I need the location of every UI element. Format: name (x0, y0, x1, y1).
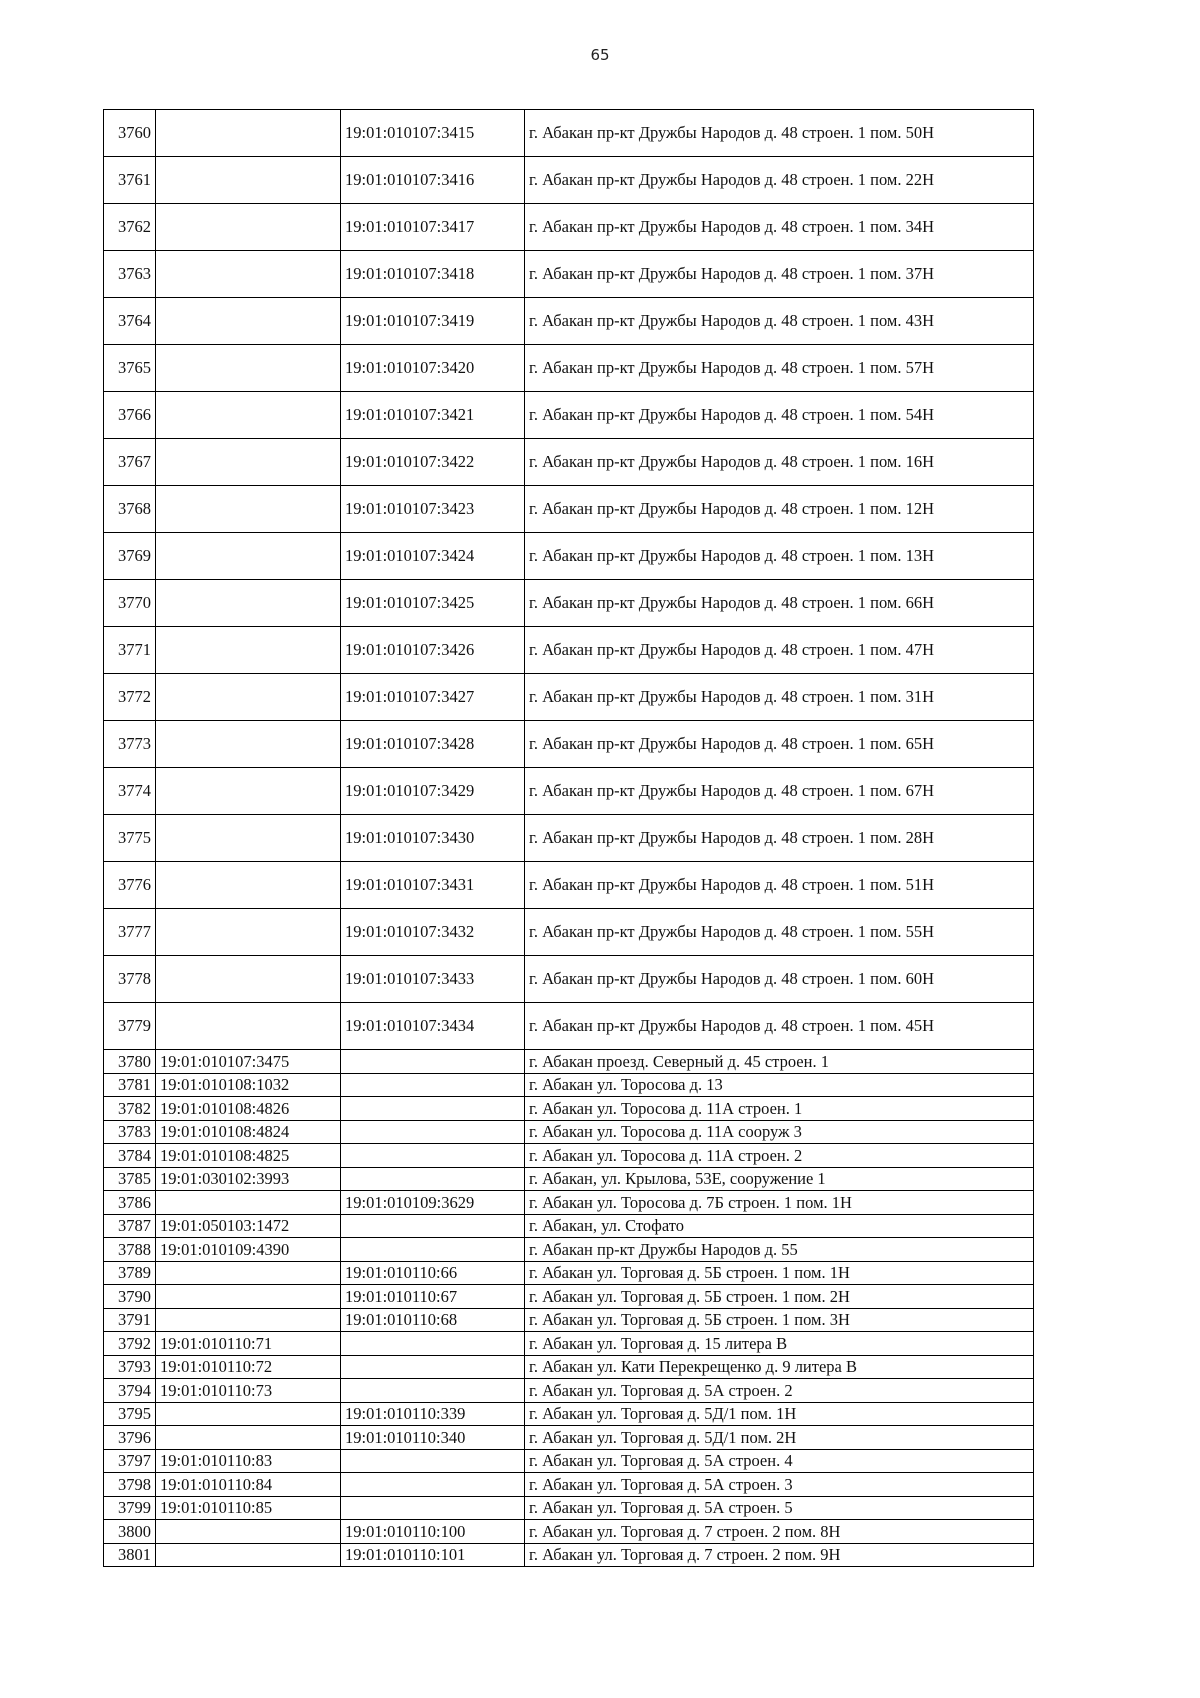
address-cell: г. Абакан пр-кт Дружбы Народов д. 48 строен. 1 пом. 22Н (525, 157, 1034, 204)
premises-cadastral-number-cell: 19:01:010110:101 (341, 1543, 525, 1567)
row-number-cell: 3761 (104, 157, 156, 204)
premises-cadastral-number-cell: 19:01:010110:339 (341, 1402, 525, 1426)
table-row (104, 909, 1034, 956)
address-cell: г. Абакан пр-кт Дружбы Народов д. 48 строен. 1 пом. 45Н (525, 1003, 1034, 1050)
page-number: 65 (590, 46, 610, 64)
cadastral-number-cell (156, 627, 341, 674)
address-cell: г. Абакан ул. Торговая д. 5Б строен. 1 пом. 2Н (525, 1285, 1034, 1309)
premises-cadastral-number-cell (341, 1050, 525, 1074)
cadastral-number-cell (156, 580, 341, 627)
row-number-cell: 3770 (104, 580, 156, 627)
address-cell: г. Абакан пр-кт Дружбы Народов д. 48 строен. 1 пом. 60Н (525, 956, 1034, 1003)
premises-cadastral-number-cell (341, 1449, 525, 1473)
row-number-cell: 3775 (104, 815, 156, 862)
row-number-cell: 3771 (104, 627, 156, 674)
table-row (104, 1426, 1034, 1450)
cadastral-number-cell (156, 157, 341, 204)
cadastral-number-cell: 19:01:010110:72 (156, 1355, 341, 1379)
address-cell: г. Абакан пр-кт Дружбы Народов д. 48 строен. 1 пом. 65Н (525, 721, 1034, 768)
table-row (104, 1050, 1034, 1074)
table-row (104, 1355, 1034, 1379)
premises-cadastral-number-cell (341, 1144, 525, 1168)
address-cell: г. Абакан ул. Торосова д. 7Б строен. 1 пом. 1Н (525, 1191, 1034, 1215)
address-cell: г. Абакан ул. Торговая д. 7 строен. 2 пом. 9Н (525, 1543, 1034, 1567)
table-row (104, 674, 1034, 721)
address-cell: г. Абакан пр-кт Дружбы Народов д. 48 строен. 1 пом. 28Н (525, 815, 1034, 862)
cadastral-number-cell: 19:01:010109:4390 (156, 1238, 341, 1262)
table-row (104, 439, 1034, 486)
cadastral-number-cell: 19:01:010108:4824 (156, 1120, 341, 1144)
table-row (104, 1379, 1034, 1403)
table-row (104, 345, 1034, 392)
cadastral-number-cell (156, 1402, 341, 1426)
table-row (104, 486, 1034, 533)
address-cell: г. Абакан пр-кт Дружбы Народов д. 48 строен. 1 пом. 37Н (525, 251, 1034, 298)
table-row (104, 627, 1034, 674)
address-cell: г. Абакан пр-кт Дружбы Народов д. 48 строен. 1 пом. 12Н (525, 486, 1034, 533)
table-row (104, 721, 1034, 768)
premises-cadastral-number-cell: 19:01:010107:3415 (341, 110, 525, 157)
cadastral-number-cell (156, 486, 341, 533)
premises-cadastral-number-cell: 19:01:010107:3427 (341, 674, 525, 721)
premises-cadastral-number-cell: 19:01:010107:3421 (341, 392, 525, 439)
table-row (104, 1473, 1034, 1497)
address-cell: г. Абакан ул. Торговая д. 5Д/1 пом. 1Н (525, 1402, 1034, 1426)
premises-cadastral-number-cell: 19:01:010107:3429 (341, 768, 525, 815)
cadastral-number-cell (156, 439, 341, 486)
row-number-cell: 3769 (104, 533, 156, 580)
cadastral-number-cell (156, 298, 341, 345)
cadastral-number-cell: 19:01:050103:1472 (156, 1214, 341, 1238)
premises-cadastral-number-cell (341, 1073, 525, 1097)
table-row (104, 1144, 1034, 1168)
table-row (104, 1120, 1034, 1144)
table-row (104, 862, 1034, 909)
cadastral-number-cell (156, 1261, 341, 1285)
cadastral-number-cell (156, 956, 341, 1003)
address-cell: г. Абакан ул. Торговая д. 5А строен. 2 (525, 1379, 1034, 1403)
address-cell: г. Абакан пр-кт Дружбы Народов д. 48 строен. 1 пом. 55Н (525, 909, 1034, 956)
address-cell: г. Абакан пр-кт Дружбы Народов д. 48 строен. 1 пом. 51Н (525, 862, 1034, 909)
address-cell: г. Абакан ул. Торосова д. 11А строен. 1 (525, 1097, 1034, 1121)
address-cell: г. Абакан ул. Торговая д. 5Б строен. 1 пом. 1Н (525, 1261, 1034, 1285)
table-row (104, 533, 1034, 580)
table-row (104, 1261, 1034, 1285)
address-cell: г. Абакан пр-кт Дружбы Народов д. 48 строен. 1 пом. 66Н (525, 580, 1034, 627)
premises-cadastral-number-cell: 19:01:010107:3432 (341, 909, 525, 956)
cadastral-number-cell (156, 1426, 341, 1450)
cadastral-number-cell (156, 909, 341, 956)
address-cell: г. Абакан ул. Кати Перекрещенко д. 9 литера В (525, 1355, 1034, 1379)
cadastral-number-cell (156, 204, 341, 251)
address-cell: г. Абакан, ул. Крылова, 53Е, сооружение 1 (525, 1167, 1034, 1191)
cadastral-number-cell (156, 533, 341, 580)
row-number-cell: 3784 (104, 1144, 156, 1168)
table-row (104, 1332, 1034, 1356)
premises-cadastral-number-cell (341, 1120, 525, 1144)
row-number-cell: 3798 (104, 1473, 156, 1497)
premises-cadastral-number-cell: 19:01:010107:3434 (341, 1003, 525, 1050)
cadastral-number-cell (156, 1191, 341, 1215)
address-cell: г. Абакан пр-кт Дружбы Народов д. 55 (525, 1238, 1034, 1262)
cadastral-number-cell: 19:01:010108:1032 (156, 1073, 341, 1097)
premises-cadastral-number-cell: 19:01:010110:340 (341, 1426, 525, 1450)
row-number-cell: 3782 (104, 1097, 156, 1121)
table-row (104, 392, 1034, 439)
table-row (104, 204, 1034, 251)
row-number-cell: 3795 (104, 1402, 156, 1426)
cadastral-number-cell (156, 1543, 341, 1567)
premises-cadastral-number-cell: 19:01:010110:66 (341, 1261, 525, 1285)
address-cell: г. Абакан пр-кт Дружбы Народов д. 48 строен. 1 пом. 47Н (525, 627, 1034, 674)
table-row (104, 1214, 1034, 1238)
row-number-cell: 3785 (104, 1167, 156, 1191)
premises-cadastral-number-cell (341, 1238, 525, 1262)
row-number-cell: 3783 (104, 1120, 156, 1144)
row-number-cell: 3760 (104, 110, 156, 157)
cadastral-number-cell (156, 1285, 341, 1309)
premises-cadastral-number-cell: 19:01:010107:3422 (341, 439, 525, 486)
table-row (104, 157, 1034, 204)
row-number-cell: 3796 (104, 1426, 156, 1450)
row-number-cell: 3792 (104, 1332, 156, 1356)
row-number-cell: 3772 (104, 674, 156, 721)
premises-cadastral-number-cell: 19:01:010107:3431 (341, 862, 525, 909)
premises-cadastral-number-cell (341, 1167, 525, 1191)
address-cell: г. Абакан ул. Торговая д. 5Б строен. 1 пом. 3Н (525, 1308, 1034, 1332)
table-row (104, 815, 1034, 862)
cadastral-number-cell (156, 721, 341, 768)
cadastral-number-cell (156, 110, 341, 157)
address-cell: г. Абакан ул. Торговая д. 15 литера В (525, 1332, 1034, 1356)
premises-cadastral-number-cell (341, 1214, 525, 1238)
row-number-cell: 3780 (104, 1050, 156, 1074)
row-number-cell: 3763 (104, 251, 156, 298)
address-cell: г. Абакан ул. Торговая д. 5А строен. 4 (525, 1449, 1034, 1473)
cadastral-number-cell (156, 392, 341, 439)
row-number-cell: 3786 (104, 1191, 156, 1215)
premises-cadastral-number-cell: 19:01:010107:3425 (341, 580, 525, 627)
registry-rows (104, 110, 1034, 1567)
row-number-cell: 3797 (104, 1449, 156, 1473)
premises-cadastral-number-cell (341, 1473, 525, 1497)
cadastral-number-cell: 19:01:010108:4826 (156, 1097, 341, 1121)
address-cell: г. Абакан пр-кт Дружбы Народов д. 48 строен. 1 пом. 54Н (525, 392, 1034, 439)
table-row (104, 1097, 1034, 1121)
cadastral-number-cell: 19:01:010110:85 (156, 1496, 341, 1520)
table-row (104, 768, 1034, 815)
address-cell: г. Абакан проезд. Северный д. 45 строен. 1 (525, 1050, 1034, 1074)
table-row (104, 956, 1034, 1003)
address-cell: г. Абакан, ул. Стофато (525, 1214, 1034, 1238)
premises-cadastral-number-cell: 19:01:010110:100 (341, 1520, 525, 1544)
premises-cadastral-number-cell: 19:01:010107:3433 (341, 956, 525, 1003)
premises-cadastral-number-cell: 19:01:010107:3426 (341, 627, 525, 674)
cadastral-number-cell (156, 815, 341, 862)
table-row (104, 251, 1034, 298)
address-cell: г. Абакан ул. Торговая д. 7 строен. 2 пом. 8Н (525, 1520, 1034, 1544)
address-cell: г. Абакан пр-кт Дружбы Народов д. 48 строен. 1 пом. 31Н (525, 674, 1034, 721)
cadastral-number-cell (156, 345, 341, 392)
table-row (104, 1543, 1034, 1567)
row-number-cell: 3801 (104, 1543, 156, 1567)
premises-cadastral-number-cell: 19:01:010107:3417 (341, 204, 525, 251)
table-row (104, 1496, 1034, 1520)
premises-cadastral-number-cell (341, 1355, 525, 1379)
table-row (104, 298, 1034, 345)
row-number-cell: 3788 (104, 1238, 156, 1262)
table-row (104, 110, 1034, 157)
premises-cadastral-number-cell (341, 1379, 525, 1403)
row-number-cell: 3765 (104, 345, 156, 392)
cadastral-number-cell: 19:01:010110:71 (156, 1332, 341, 1356)
table-row (104, 1003, 1034, 1050)
cadastral-number-cell (156, 251, 341, 298)
address-cell: г. Абакан ул. Торговая д. 5А строен. 5 (525, 1496, 1034, 1520)
row-number-cell: 3777 (104, 909, 156, 956)
premises-cadastral-number-cell: 19:01:010109:3629 (341, 1191, 525, 1215)
row-number-cell: 3787 (104, 1214, 156, 1238)
row-number-cell: 3800 (104, 1520, 156, 1544)
row-number-cell: 3791 (104, 1308, 156, 1332)
table-row (104, 1191, 1034, 1215)
premises-cadastral-number-cell (341, 1496, 525, 1520)
table-row (104, 1073, 1034, 1097)
premises-cadastral-number-cell: 19:01:010107:3430 (341, 815, 525, 862)
address-cell: г. Абакан пр-кт Дружбы Народов д. 48 строен. 1 пом. 13Н (525, 533, 1034, 580)
row-number-cell: 3764 (104, 298, 156, 345)
address-cell: г. Абакан пр-кт Дружбы Народов д. 48 строен. 1 пом. 43Н (525, 298, 1034, 345)
row-number-cell: 3766 (104, 392, 156, 439)
row-number-cell: 3789 (104, 1261, 156, 1285)
row-number-cell: 3778 (104, 956, 156, 1003)
address-cell: г. Абакан пр-кт Дружбы Народов д. 48 строен. 1 пом. 50Н (525, 110, 1034, 157)
premises-cadastral-number-cell: 19:01:010107:3420 (341, 345, 525, 392)
address-cell: г. Абакан ул. Торосова д. 11А строен. 2 (525, 1144, 1034, 1168)
cadastral-number-cell (156, 1308, 341, 1332)
cadastral-number-cell: 19:01:010110:83 (156, 1449, 341, 1473)
premises-cadastral-number-cell: 19:01:010110:67 (341, 1285, 525, 1309)
cadastral-number-cell (156, 674, 341, 721)
table-row (104, 580, 1034, 627)
premises-cadastral-number-cell: 19:01:010107:3416 (341, 157, 525, 204)
address-cell: г. Абакан ул. Торговая д. 5Д/1 пом. 2Н (525, 1426, 1034, 1450)
premises-cadastral-number-cell (341, 1332, 525, 1356)
premises-cadastral-number-cell (341, 1097, 525, 1121)
table-row (104, 1238, 1034, 1262)
row-number-cell: 3779 (104, 1003, 156, 1050)
address-cell: г. Абакан ул. Торосова д. 13 (525, 1073, 1034, 1097)
registry-table (103, 109, 1034, 1567)
premises-cadastral-number-cell: 19:01:010107:3424 (341, 533, 525, 580)
table-row (104, 1167, 1034, 1191)
cadastral-number-cell (156, 1520, 341, 1544)
cadastral-number-cell: 19:01:010110:73 (156, 1379, 341, 1403)
cadastral-number-cell: 19:01:010110:84 (156, 1473, 341, 1497)
row-number-cell: 3762 (104, 204, 156, 251)
row-number-cell: 3767 (104, 439, 156, 486)
cadastral-number-cell (156, 1003, 341, 1050)
premises-cadastral-number-cell: 19:01:010107:3418 (341, 251, 525, 298)
row-number-cell: 3768 (104, 486, 156, 533)
premises-cadastral-number-cell: 19:01:010110:68 (341, 1308, 525, 1332)
cadastral-number-cell: 19:01:030102:3993 (156, 1167, 341, 1191)
row-number-cell: 3794 (104, 1379, 156, 1403)
table-row (104, 1285, 1034, 1309)
row-number-cell: 3790 (104, 1285, 156, 1309)
row-number-cell: 3774 (104, 768, 156, 815)
row-number-cell: 3781 (104, 1073, 156, 1097)
address-cell: г. Абакан ул. Торговая д. 5А строен. 3 (525, 1473, 1034, 1497)
cadastral-number-cell: 19:01:010108:4825 (156, 1144, 341, 1168)
address-cell: г. Абакан пр-кт Дружбы Народов д. 48 строен. 1 пом. 57Н (525, 345, 1034, 392)
table-row (104, 1520, 1034, 1544)
address-cell: г. Абакан ул. Торосова д. 11А сооруж 3 (525, 1120, 1034, 1144)
premises-cadastral-number-cell: 19:01:010107:3428 (341, 721, 525, 768)
cadastral-number-cell: 19:01:010107:3475 (156, 1050, 341, 1074)
table-row (104, 1308, 1034, 1332)
row-number-cell: 3799 (104, 1496, 156, 1520)
premises-cadastral-number-cell: 19:01:010107:3419 (341, 298, 525, 345)
cadastral-number-cell (156, 768, 341, 815)
address-cell: г. Абакан пр-кт Дружбы Народов д. 48 строен. 1 пом. 67Н (525, 768, 1034, 815)
row-number-cell: 3776 (104, 862, 156, 909)
table-row (104, 1402, 1034, 1426)
address-cell: г. Абакан пр-кт Дружбы Народов д. 48 строен. 1 пом. 16Н (525, 439, 1034, 486)
row-number-cell: 3773 (104, 721, 156, 768)
cadastral-number-cell (156, 862, 341, 909)
premises-cadastral-number-cell: 19:01:010107:3423 (341, 486, 525, 533)
address-cell: г. Абакан пр-кт Дружбы Народов д. 48 строен. 1 пом. 34Н (525, 204, 1034, 251)
table-row (104, 1449, 1034, 1473)
row-number-cell: 3793 (104, 1355, 156, 1379)
